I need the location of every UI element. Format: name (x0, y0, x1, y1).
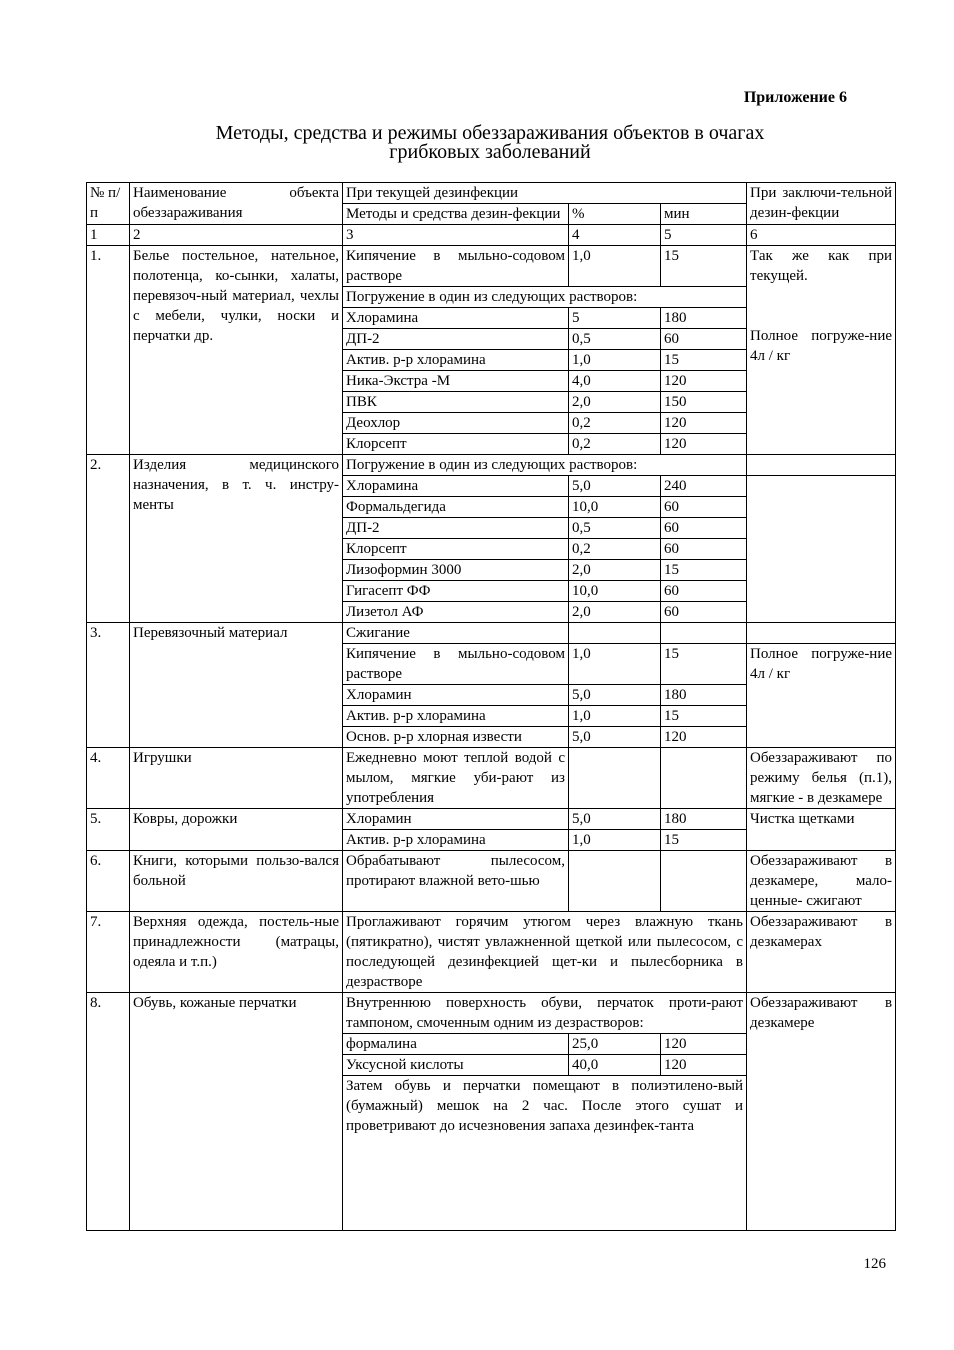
object-name: Перевязочный материал (130, 623, 343, 748)
percent-cell (569, 748, 661, 809)
minutes-cell: 240 (661, 476, 747, 497)
column-number-row (87, 225, 896, 246)
header-percent: % (569, 204, 661, 225)
percent-cell: 0,2 (569, 539, 661, 560)
final-note: Полное погруже-ние 4л / кг (750, 328, 893, 364)
percent-cell: 5,0 (569, 685, 661, 706)
percent-cell: 2,0 (569, 602, 661, 623)
minutes-cell: 120 (661, 727, 747, 748)
method-cell: Лизетол АФ (343, 602, 569, 623)
method-cell: Клорсепт (343, 434, 569, 455)
percent-cell: 5,0 (569, 476, 661, 497)
method-cell: Погружение в один из следующих растворов: (343, 455, 747, 476)
percent-cell: 10,0 (569, 581, 661, 602)
minutes-cell: 120 (661, 1034, 747, 1055)
minutes-cell: 15 (661, 644, 747, 685)
minutes-cell: 120 (661, 371, 747, 392)
final-disinfection (747, 476, 896, 623)
appendix-label: Приложение 6 (743, 89, 847, 106)
table-row (87, 246, 896, 287)
col-number: 3 (343, 225, 569, 246)
page-number: 126 (863, 1256, 886, 1272)
final-disinfection: Чистка щетками (747, 809, 896, 851)
table-row (87, 623, 896, 644)
document-title (120, 124, 860, 162)
row-number: 7. (87, 912, 130, 993)
method-cell: Деохлор (343, 413, 569, 434)
object-name: Изделия медицинского назначения, в т. ч. инстру-менты (130, 455, 343, 623)
method-cell: Клорсепт (343, 539, 569, 560)
minutes-cell: 180 (661, 308, 747, 329)
method-cell: ПВК (343, 392, 569, 413)
percent-cell: 2,0 (569, 392, 661, 413)
header-minutes: мин (661, 204, 747, 225)
table-row (87, 455, 896, 476)
table-row (87, 851, 896, 912)
percent-cell: 1,0 (569, 350, 661, 371)
minutes-cell: 60 (661, 518, 747, 539)
final-disinfection: Обеззараживают по режиму белья (п.1), мягкие - в дезкамере (747, 748, 896, 809)
header-num: № п/п (87, 183, 130, 225)
final-disinfection: Обеззараживают в дезкамере, мало-ценные- сжигают (747, 851, 896, 912)
title-line-2: грибковых заболеваний (389, 141, 591, 163)
method-cell: Затем обувь и перчатки помещают в полиэтилено-вый (бумажный) мешок на 2 час. После этого сушат и проветривают до исчезновения запаха дезинфек-танта (343, 1076, 747, 1231)
percent-cell: 0,2 (569, 434, 661, 455)
minutes-cell: 15 (661, 350, 747, 371)
method-cell: ДП-2 (343, 518, 569, 539)
method-cell: Ника-Экстра -М (343, 371, 569, 392)
method-cell: Хлорамин (343, 809, 569, 830)
percent-cell: 1,0 (569, 246, 661, 287)
object-name: Игрушки (130, 748, 343, 809)
col-number: 1 (87, 225, 130, 246)
row-number: 3. (87, 623, 130, 748)
col-number: 5 (661, 225, 747, 246)
method-cell: формалина (343, 1034, 569, 1055)
percent-cell (569, 851, 661, 912)
percent-cell: 2,0 (569, 560, 661, 581)
method-cell: Хлорамина (343, 476, 569, 497)
col-number: 6 (747, 225, 896, 246)
method-cell: Актив. р-р хлорамина (343, 706, 569, 727)
percent-cell: 40,0 (569, 1055, 661, 1076)
row-number: 6. (87, 851, 130, 912)
row-number: 2. (87, 455, 130, 623)
final-disinfection: Обеззараживают в дезкамере (747, 993, 896, 1231)
method-cell: Гигасепт ФФ (343, 581, 569, 602)
header-final: При заключи-тельной дезин-фекции (747, 183, 896, 225)
minutes-cell: 180 (661, 685, 747, 706)
final-disinfection (747, 246, 896, 455)
row-number: 1. (87, 246, 130, 455)
object-name: Белье постельное, нательное, полотенца, ко-сынки, халаты, перевязоч-ный материал, чехлы с мебели, чулки, носки и перчатки др. (130, 246, 343, 455)
method-cell: Лизоформин 3000 (343, 560, 569, 581)
minutes-cell: 15 (661, 830, 747, 851)
disinfection-table (86, 182, 896, 1231)
header-methods: Методы и средства дезин-фекции (343, 204, 569, 225)
method-cell: Формальдегида (343, 497, 569, 518)
method-cell: Актив. р-р хлорамина (343, 830, 569, 851)
minutes-cell: 60 (661, 581, 747, 602)
final-disinfection: Полное погруже-ние 4л / кг (747, 644, 896, 748)
percent-cell: 5 (569, 308, 661, 329)
percent-cell: 10,0 (569, 497, 661, 518)
minutes-cell: 150 (661, 392, 747, 413)
percent-cell: 5,0 (569, 727, 661, 748)
percent-cell: 0,5 (569, 518, 661, 539)
method-cell: Обрабатывают пылесосом, протирают влажной вето-шью (343, 851, 569, 912)
percent-cell: 4,0 (569, 371, 661, 392)
table-row (87, 809, 896, 830)
header-current: При текущей дезинфекции (343, 183, 747, 204)
percent-cell: 1,0 (569, 706, 661, 727)
percent-cell: 0,2 (569, 413, 661, 434)
object-name: Ковры, дорожки (130, 809, 343, 851)
method-cell: Хлорамин (343, 685, 569, 706)
percent-cell: 25,0 (569, 1034, 661, 1055)
percent-cell (569, 623, 661, 644)
method-cell: Сжигание (343, 623, 569, 644)
minutes-cell: 15 (661, 706, 747, 727)
minutes-cell: 15 (661, 560, 747, 581)
row-number: 8. (87, 993, 130, 1231)
table-row (87, 748, 896, 809)
method-cell: Погружение в один из следующих растворов: (343, 287, 747, 308)
method-cell: Внутреннюю поверхность обуви, перчаток проти-рают тампоном, смоченным одним из дезрастворов: (343, 993, 747, 1034)
row-number: 4. (87, 748, 130, 809)
minutes-cell (661, 748, 747, 809)
object-name: Обувь, кожаные перчатки (130, 993, 343, 1231)
col-number: 4 (569, 225, 661, 246)
method-cell: Кипячение в мыльно-содовом растворе (343, 644, 569, 685)
percent-cell: 1,0 (569, 644, 661, 685)
minutes-cell: 15 (661, 246, 747, 287)
minutes-cell: 60 (661, 539, 747, 560)
final-disinfection (747, 455, 896, 476)
minutes-cell: 120 (661, 434, 747, 455)
minutes-cell: 120 (661, 413, 747, 434)
method-cell: Проглаживают горячим утюгом через влажную ткань (пятикратно), чистят увлажненной щеткой или пылесосом, с последующей дезинфекцией щет-ки и пылесборника в дезрастворе (343, 912, 747, 993)
minutes-cell: 120 (661, 1055, 747, 1076)
table-row (87, 912, 896, 993)
minutes-cell: 60 (661, 329, 747, 350)
minutes-cell: 180 (661, 809, 747, 830)
minutes-cell (661, 623, 747, 644)
percent-cell: 0,5 (569, 329, 661, 350)
method-cell: Ежедневно моют теплой водой с мылом, мягкие уби-рают из употребления (343, 748, 569, 809)
method-cell: Кипячение в мыльно-содовом растворе (343, 246, 569, 287)
percent-cell: 1,0 (569, 830, 661, 851)
row-number: 5. (87, 809, 130, 851)
method-cell: ДП-2 (343, 329, 569, 350)
header-row-1 (87, 183, 896, 204)
method-cell: Хлорамина (343, 308, 569, 329)
method-cell: Актив. р-р хлорамина (343, 350, 569, 371)
title-line-1: Методы, средства и режимы обеззараживания объектов в очагах (215, 122, 765, 144)
method-cell: Основ. р-р хлорная извести (343, 727, 569, 748)
final-disinfection: Обеззараживают в дезкамерах (747, 912, 896, 993)
minutes-cell: 60 (661, 497, 747, 518)
minutes-cell: 60 (661, 602, 747, 623)
object-name: Верхняя одежда, постель-ные принадлежности (матрацы, одеяла и т.п.) (130, 912, 343, 993)
col-number: 2 (130, 225, 343, 246)
method-cell: Уксусной кислоты (343, 1055, 569, 1076)
minutes-cell (661, 851, 747, 912)
table-row (87, 993, 896, 1034)
header-object: Наименование объекта обеззараживания (130, 183, 343, 225)
final-note: Так же как при текущей. (750, 248, 893, 284)
percent-cell: 5,0 (569, 809, 661, 830)
final-disinfection (747, 623, 896, 644)
object-name: Книги, которыми пользо-вался больной (130, 851, 343, 912)
